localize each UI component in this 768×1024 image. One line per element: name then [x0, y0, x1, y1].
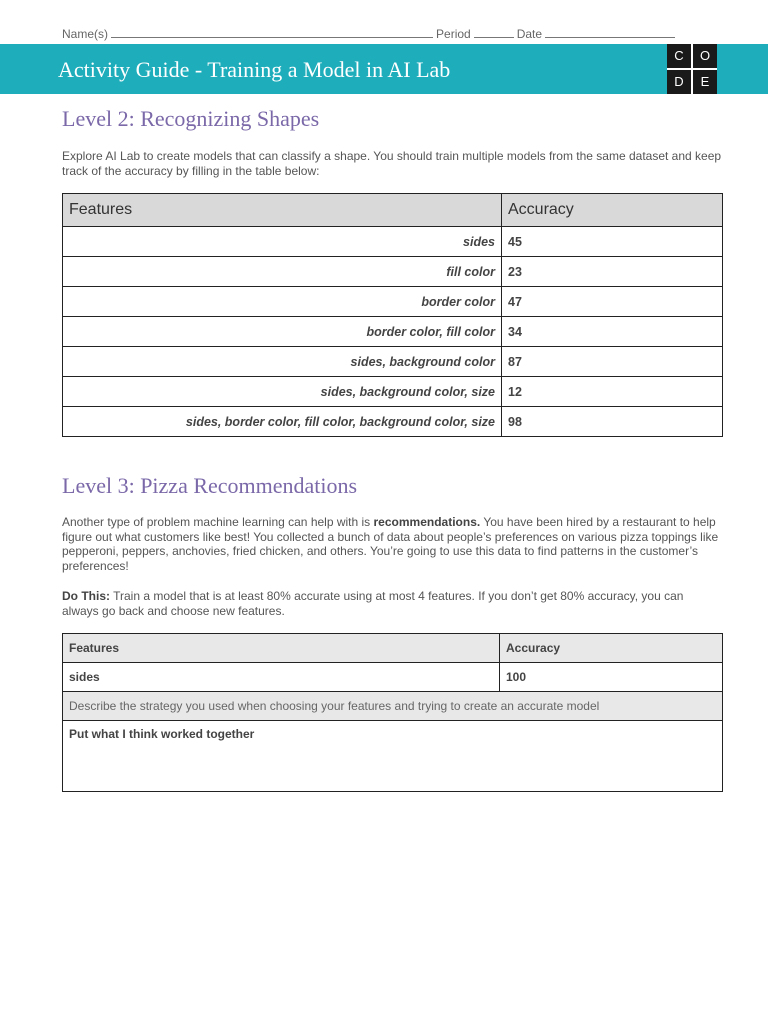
- accuracy-header: Accuracy: [500, 634, 723, 663]
- level3-accuracy-table: [62, 633, 723, 792]
- features-header: Features: [63, 194, 502, 227]
- accuracy-cell[interactable]: 100: [500, 663, 723, 692]
- table-row: [63, 663, 723, 692]
- accuracy-cell[interactable]: 12: [502, 377, 723, 407]
- features-cell[interactable]: border color: [63, 287, 502, 317]
- table-row: [63, 692, 723, 721]
- title-banner: [0, 44, 768, 94]
- accuracy-cell[interactable]: 98: [502, 407, 723, 437]
- features-cell[interactable]: border color, fill color: [63, 317, 502, 347]
- features-cell[interactable]: sides, background color, size: [63, 377, 502, 407]
- logo-letter-d: D: [667, 70, 691, 94]
- logo-letter-e: E: [693, 70, 717, 94]
- do-this-instruction: [62, 589, 722, 618]
- accuracy-cell[interactable]: 34: [502, 317, 723, 347]
- level2-intro: Explore AI Lab to create models that can classify a shape. You should train multiple models from the same dataset and keep track of the accuracy by filling in the table below:: [62, 149, 722, 178]
- page-title: Activity Guide - Training a Model in AI Lab: [58, 57, 451, 82]
- table-row: [63, 227, 723, 257]
- table-row: [63, 257, 723, 287]
- strategy-answer[interactable]: Put what I think worked together: [63, 721, 723, 792]
- level2-heading: Level 2: Recognizing Shapes: [62, 106, 320, 131]
- table-header-row: [63, 194, 723, 227]
- features-cell[interactable]: sides: [63, 663, 500, 692]
- do-this-label: Do This:: [62, 589, 110, 603]
- features-cell[interactable]: sides, background color: [63, 347, 502, 377]
- accuracy-cell[interactable]: 87: [502, 347, 723, 377]
- level3-heading: Level 3: Pizza Recommendations: [62, 473, 358, 498]
- code-logo: [667, 44, 717, 94]
- level3-intro: [62, 515, 722, 573]
- date-label: Date: [516, 27, 543, 41]
- table-header-row: [63, 634, 723, 663]
- date-field[interactable]: [545, 27, 675, 38]
- level3-intro-rest: You have been hired by a restaurant to help figure out what customers like best! You collected a bunch of data about people’s preferences on various pizza toppings like pepperoni, peppers, anchovies, fried chicken, and others. You’re going to use this data to find patterns in the customer’s preferences!: [62, 515, 719, 573]
- logo-letter-o: O: [693, 44, 717, 68]
- period-label: Period: [436, 27, 471, 41]
- period-field[interactable]: [474, 27, 514, 38]
- accuracy-cell[interactable]: 23: [502, 257, 723, 287]
- logo-letter-c: C: [667, 44, 691, 68]
- level3-intro-bold: recommendations.: [373, 515, 481, 529]
- name-label: Name(s): [62, 27, 109, 41]
- features-header: Features: [63, 634, 500, 663]
- student-info-line: [62, 27, 678, 41]
- name-field[interactable]: [111, 27, 433, 38]
- accuracy-cell[interactable]: 47: [502, 287, 723, 317]
- do-this-text: Train a model that is at least 80% accurate using at most 4 features. If you don’t get 80% accuracy, you can always go back and choose new features.: [62, 589, 684, 618]
- table-row: [63, 347, 723, 377]
- level3-intro-text: Another type of problem machine learning can help with is: [62, 515, 374, 529]
- accuracy-header: Accuracy: [502, 194, 723, 227]
- strategy-prompt: Describe the strategy you used when choosing your features and trying to create an accurate model: [63, 692, 723, 721]
- features-cell[interactable]: sides, border color, fill color, background color, size: [63, 407, 502, 437]
- accuracy-cell[interactable]: 45: [502, 227, 723, 257]
- level2-accuracy-table: [62, 193, 723, 437]
- table-row: [63, 407, 723, 437]
- table-row: [63, 377, 723, 407]
- features-cell[interactable]: sides: [63, 227, 502, 257]
- table-row: [63, 287, 723, 317]
- table-row: [63, 317, 723, 347]
- features-cell[interactable]: fill color: [63, 257, 502, 287]
- table-row: [63, 721, 723, 792]
